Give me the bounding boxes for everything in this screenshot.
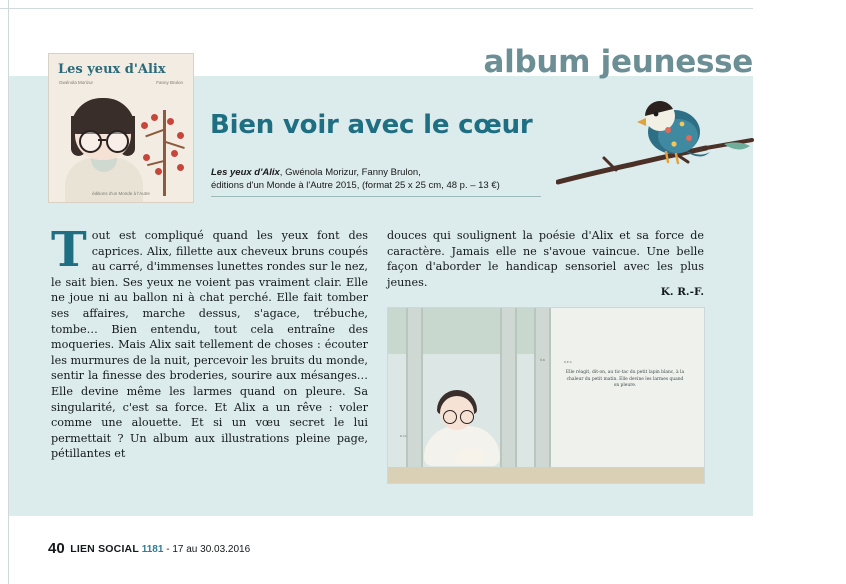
cover-author-left: Gwénola Morizur: [59, 80, 94, 85]
right-margin: [753, 0, 846, 584]
top-rule: [0, 8, 846, 9]
cover-glasses-bridge: [98, 139, 106, 141]
spread-label-right: s.e.c: [564, 360, 572, 364]
drop-cap: T: [51, 222, 87, 278]
credits-authors: , Gwénola Morizur, Fanny Brulon,: [279, 167, 421, 178]
interior-spread-image: [387, 307, 705, 484]
spread-caption: Elle réagit, dit-on, au tic-tac du petit lapin blanc, à la chaleur du petit matin. Elle devine les larmes quand on pleure.: [565, 370, 685, 389]
bird-illustration: [556, 96, 754, 208]
page-footer: [48, 540, 250, 557]
book-cover-image: [48, 53, 194, 203]
spread-trunk-3: [534, 308, 551, 483]
cover-glasses-right-icon: [106, 130, 129, 153]
cover-figure-hair: [71, 98, 135, 134]
issue-number: 1181: [141, 544, 164, 555]
article-title: Bien voir avec le cœur: [210, 110, 533, 140]
spread-trunk-1: [406, 308, 423, 483]
spread-label-left: il a: [540, 358, 545, 362]
article-signature: K. R.-F.: [660, 286, 704, 298]
spread-right-page: [546, 308, 704, 483]
credits-book-title: Les yeux d'Alix: [211, 167, 280, 178]
spread-cat: [456, 448, 484, 464]
credits-publisher: éditions d'un Monde à l'Autre 2015, (format 25 x 25 cm, 48 p. – 13 €): [211, 180, 500, 191]
article-body-left: [51, 222, 368, 462]
spread-glasses-left-icon: [443, 410, 457, 424]
credits-divider: [211, 196, 541, 197]
spread-label-low: s.i.c: [400, 434, 407, 438]
magazine-name: LIEN SOCIAL: [70, 543, 139, 555]
book-credits: [211, 166, 541, 192]
bird-branch-svg: [556, 96, 754, 208]
spread-ground: [388, 467, 704, 483]
cover-title: Les yeux d'Alix: [58, 62, 166, 77]
section-title: album jeunesse: [483, 44, 753, 80]
spread-glasses-right-icon: [460, 410, 474, 424]
issue-date: - 17 au 30.03.2016: [166, 544, 251, 555]
article-body-right: [387, 228, 704, 290]
cover-tree-illustration: [137, 110, 189, 196]
cover-publisher: éditions d'un Monde à l'Autre: [92, 191, 150, 196]
cover-glasses-left-icon: [79, 130, 102, 153]
cover-author-right: Fanny Brulon: [156, 80, 183, 85]
article-body-left-text: out est compliqué quand les yeux font des caprices. Alix, fillette aux cheveux bruns coupés au carré, d'immenses lunettes rondes sur le nez, le sait bien. Ses yeux ne voient pas vraiment clair. Elle ne joue ni au ballon ni à chat perché. Elle fait tomber ses affaires, marche dessus, s'agace, trébuche, tombe… Bien entendu, tout cela entraîne des moqueries. Mais Alix sait tellement de choses : écouter les murmures de la nuit, percevoir les bruits du monde, sentir la finesse des broderies, sourire aux mésanges… Elle devine même les larmes quand on pleure. Sa singularité, c'est sa force. Et Alix a un rêve : voler comme une alouette. Et si un vœu secret le lui permettait ? Un album aux illustrations pleine page, pétillantes et: [51, 229, 368, 461]
spread-trunk-2: [500, 308, 517, 483]
article-body-right-text: douces qui soulignent la poésie d'Alix et sa force de caractère. Jamais elle ne s'avoue vaincue. Une belle façon d'aborder le handicap sensoriel avec les plus jeunes.: [387, 229, 704, 289]
page-number: 40: [48, 540, 65, 557]
